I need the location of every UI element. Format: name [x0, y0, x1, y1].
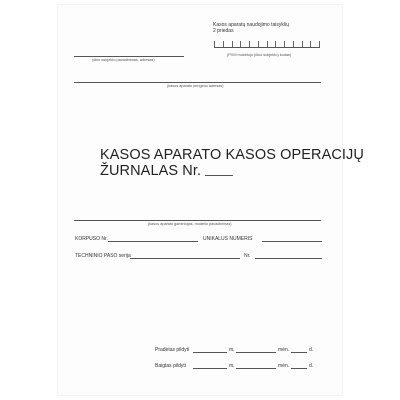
entity-name-field[interactable] — [74, 56, 184, 57]
started-month-field[interactable] — [236, 352, 276, 353]
techninio-label: TECHNINIO PASO serija — [75, 253, 131, 259]
installation-address-field[interactable] — [74, 82, 321, 83]
finished-year-suffix: m. — [229, 363, 235, 369]
journal-number-field[interactable] — [205, 175, 233, 176]
finished-year-field[interactable] — [193, 368, 227, 369]
finished-day-suffix: d. — [309, 363, 314, 369]
pvm-code-boxes[interactable] — [214, 37, 320, 48]
finished-label: Baigtas pildyti — [155, 363, 186, 369]
title-line1: KASOS APARATO KASOS OPERACIJŲ — [100, 147, 364, 163]
started-day-suffix: d. — [309, 347, 314, 353]
rule-reference-line1: Kasos aparatų naudojimo taisyklių — [213, 22, 289, 28]
finished-month-suffix: mėn. — [278, 363, 290, 369]
journal-page — [58, 5, 342, 395]
location-caption: (kasos aparato įrengimo adresas) — [167, 84, 224, 88]
title-line2: ŽURNALAS Nr. — [100, 163, 202, 179]
started-day-field[interactable] — [291, 352, 307, 353]
manufacturer-model-field[interactable] — [74, 220, 321, 221]
unikalus-label: UNIKALUS NUMERIS — [203, 236, 253, 242]
started-year-field[interactable] — [193, 352, 227, 353]
entity-caption: (ūkio subjekto pavadinimas, adresas) — [92, 58, 155, 62]
started-label: Pradėtas pildyti — [155, 347, 190, 353]
korpuso-field[interactable] — [108, 241, 198, 242]
finished-month-field[interactable] — [236, 368, 276, 369]
rule-reference-line2: 2 priedas — [213, 28, 234, 34]
unikalus-field[interactable] — [262, 241, 322, 242]
nr-label: Nr. — [244, 253, 251, 259]
started-month-suffix: mėn. — [278, 347, 290, 353]
device-caption: (kasos aparato gamintojas, modelio pavadinimas) — [148, 222, 232, 226]
started-year-suffix: m. — [229, 347, 235, 353]
finished-day-field[interactable] — [291, 368, 307, 369]
journal-title — [100, 147, 364, 179]
korpuso-label: KORPUSO Nr. — [75, 236, 108, 242]
pvm-caption: (PVM mokėtojo (ūkio subjekto) kodas) — [227, 53, 292, 57]
techninio-number-field[interactable] — [255, 258, 322, 259]
techninio-series-field[interactable] — [130, 258, 240, 259]
